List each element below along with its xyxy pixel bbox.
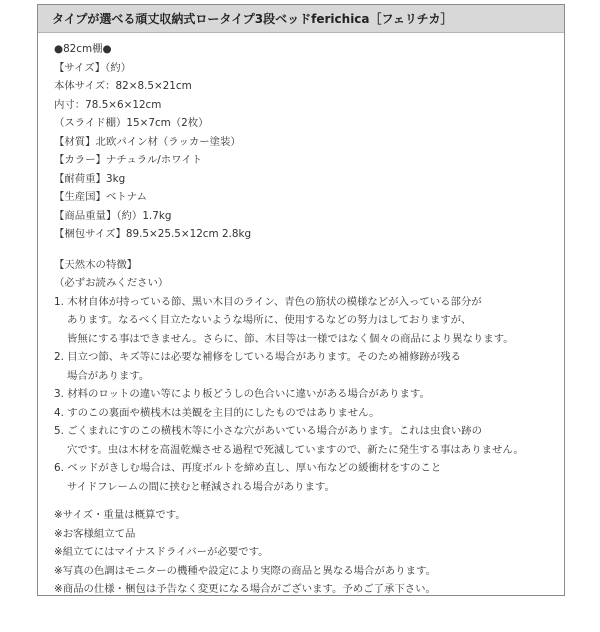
natural-wood-item-4 xyxy=(54,404,564,423)
spec-content xyxy=(38,33,564,599)
item-text: 1. 木材自体が持っている節、黒い木目のライン、青色の筋状の模様などが入っている部分が xyxy=(54,295,482,308)
spec-line: 【材質】北欧パイン材（ラッカー塗装） xyxy=(54,135,241,148)
note-line: ※お客様組立て品 xyxy=(54,527,136,540)
item-continuation: 皆無にする事はできません。さらに、節、木目等は一様ではなく個々の商品により異なります。 xyxy=(67,332,514,345)
natural-wood-item-1 xyxy=(54,293,564,349)
panel-title: タイプが選べる頑丈収納式ロータイプ3段ベッドferichica［フェリチカ］ xyxy=(38,5,564,33)
spec-line: ●82cm棚● xyxy=(54,43,112,55)
section-gap xyxy=(54,496,564,506)
spec-line: （スライド棚）15×7cm（2枚） xyxy=(54,117,209,129)
natural-wood-item-3 xyxy=(54,385,564,404)
product-spec-panel xyxy=(37,4,565,596)
natural-wood-subheading: （必ずお読みください） xyxy=(54,277,169,289)
note-line: ※商品の仕様・梱包は予告なく変更になる場合がございます。予めご了承下さい。 xyxy=(54,583,436,595)
item-text: 3. 材料のロットの違い等により板どうしの色合いに違いがある場合があります。 xyxy=(54,388,430,400)
item-continuation: 穴です。虫は木材を高温乾燥させる過程で死滅していますので、新たに発生する事はありません。 xyxy=(67,443,524,456)
spec-line: 【商品重量】（約）1.7kg xyxy=(54,209,172,222)
spec-line: 【カラー】ナチュラル/ホワイト xyxy=(54,154,203,166)
spec-line: 【生産国】ベトナム xyxy=(54,191,147,203)
natural-wood-item-5 xyxy=(54,422,564,459)
item-text: 5. ごくまれにすのこの横桟木等に小さな穴があいている場合があります。これは虫食い跡の xyxy=(54,425,483,437)
natural-wood-heading: 【天然木の特徴】 xyxy=(54,258,138,271)
item-text: 4. すのこの裏面や横桟木は美観を主目的にしたものではありません。 xyxy=(54,406,380,419)
spec-line: 【耐荷重】3kg xyxy=(54,172,126,185)
spec-line: 【梱包サイズ】89.5×25.5×12cm 2.8kg xyxy=(54,228,252,240)
item-continuation: あります。なるべく目立たないような場所に、使用するなどの努力はしておりますが、 xyxy=(67,314,472,326)
item-continuation: 場合があります。 xyxy=(67,369,150,382)
item-text: 2. 目立つ節、キズ等には必要な補修をしている場合があります。そのため補修跡が残る xyxy=(54,351,462,363)
spec-line: 本体サイズ：82×8.5×21cm xyxy=(54,80,192,92)
natural-wood-item-2 xyxy=(54,348,564,385)
note-line: ※組立てにはマイナスドライバーが必要です。 xyxy=(54,546,269,558)
natural-wood-item-6 xyxy=(54,459,564,496)
note-line: ※写真の色調はモニターの機種や設定により実際の商品と異なる場合があります。 xyxy=(54,564,436,577)
spec-line: 【サイズ】（約） xyxy=(54,61,132,74)
spec-line: 内寸：78.5×6×12cm xyxy=(54,98,162,111)
note-line: ※サイズ・重量は概算です。 xyxy=(54,509,186,521)
item-text: 6. ベッドがきしむ場合は、再度ボルトを締め直し、厚い布などの緩衝材をすのこと xyxy=(54,462,442,474)
item-continuation: サイドフレームの間に挟むと軽減される場合があります。 xyxy=(67,480,335,493)
section-gap xyxy=(54,244,564,256)
